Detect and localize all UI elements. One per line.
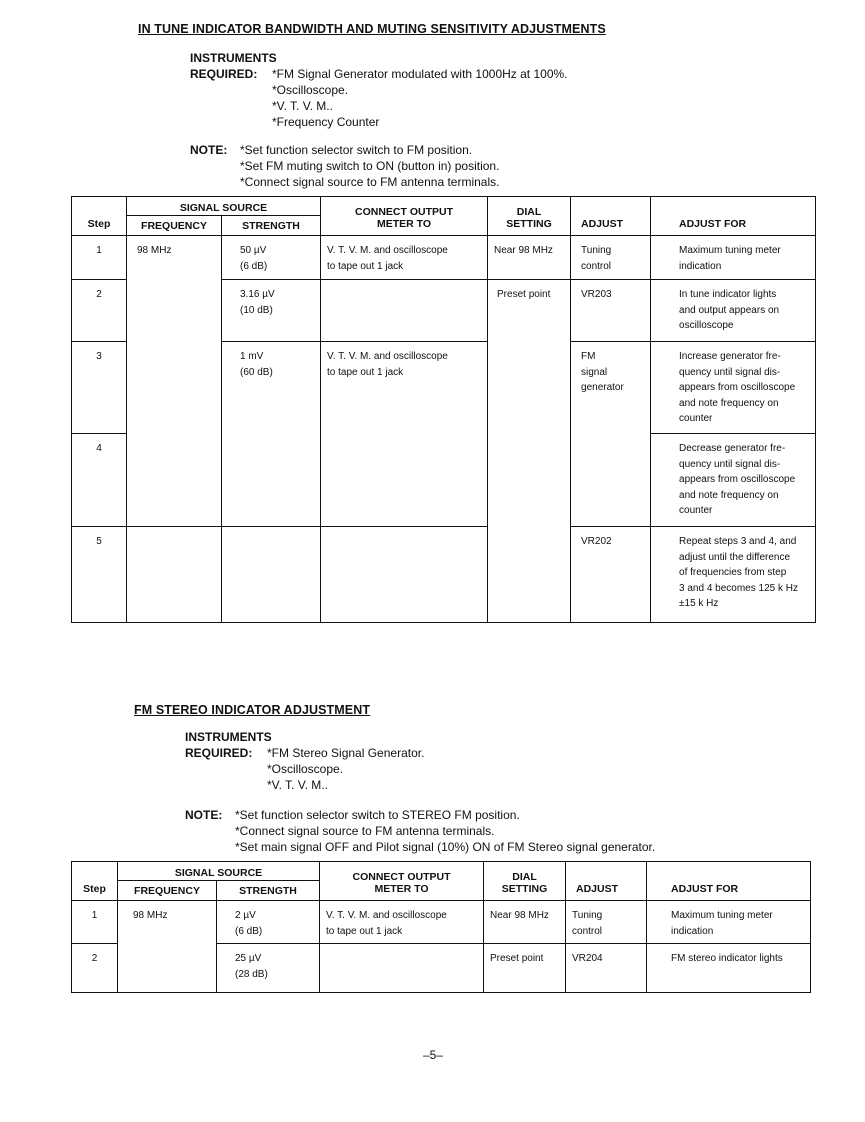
dial-cell: Preset point xyxy=(484,944,566,993)
dial-cell: Preset point xyxy=(488,280,571,623)
adjust-for-cell: Maximum tuning meter indication xyxy=(651,236,816,280)
table-row xyxy=(72,527,816,623)
strength-cell xyxy=(222,527,321,623)
strength-cell: 1 mV (60 dB) xyxy=(222,342,321,527)
table-row xyxy=(72,280,816,342)
connect-cell xyxy=(321,280,488,342)
table-row xyxy=(72,901,811,944)
section1-instruments xyxy=(190,50,568,130)
instruments-label: INSTRUMENTS xyxy=(190,51,277,65)
header-frequency: FREQUENCY xyxy=(118,881,217,901)
header-strength: STRENGTH xyxy=(217,881,320,901)
frequency-cell: 98 MHz xyxy=(118,901,217,993)
step-cell: 5 xyxy=(72,527,127,623)
table-row xyxy=(72,236,816,280)
note-label: NOTE: xyxy=(190,143,228,157)
adjust-for-cell: Decrease generator fre- quency until signal dis- appears from oscilloscope and note frequency on counter xyxy=(651,434,816,527)
page-number: –5– xyxy=(423,1048,444,1062)
note-item: *Connect signal source to FM antenna terminals. xyxy=(240,175,500,189)
step-cell: 2 xyxy=(72,944,118,993)
header-step: Step xyxy=(72,197,127,236)
step-cell: 4 xyxy=(72,434,127,527)
connect-cell: V. T. V. M. and oscilloscope to tape out 1 jack xyxy=(321,342,488,527)
connect-cell: V. T. V. M. and oscilloscope to tape out 1 jack xyxy=(321,236,488,280)
note-item: *Set FM muting switch to ON (button in) position. xyxy=(240,159,500,173)
step-cell: 1 xyxy=(72,901,118,944)
connect-cell xyxy=(321,527,488,623)
header-adjust-for: ADJUST FOR xyxy=(647,862,811,901)
strength-cell: 25 µV (28 dB) xyxy=(217,944,320,993)
section1-table xyxy=(71,196,816,623)
required-label: REQUIRED: xyxy=(190,67,258,81)
adjust-cell: VR203 xyxy=(571,280,651,342)
adjust-for-cell: In tune indicator lights and output appears on oscilloscope xyxy=(651,280,816,342)
section2-table xyxy=(71,861,811,993)
adjust-for-cell: Increase generator fre- quency until signal dis- appears from oscilloscope and note frequency on counter xyxy=(651,342,816,434)
adjust-cell: VR202 xyxy=(571,527,651,623)
header-adjust: ADJUST xyxy=(571,197,651,236)
section2-notes xyxy=(185,807,655,855)
frequency-cell xyxy=(127,342,222,527)
section1-title: IN TUNE INDICATOR BANDWIDTH AND MUTING SENSITIVITY ADJUSTMENTS xyxy=(138,22,606,36)
note-item: *Set function selector switch to STEREO FM position. xyxy=(235,808,520,822)
instruments-label: INSTRUMENTS xyxy=(185,730,272,744)
header-frequency: FREQUENCY xyxy=(127,216,222,236)
section2-instruments xyxy=(185,729,424,793)
frequency-cell xyxy=(127,280,222,342)
instrument-item: *Oscilloscope. xyxy=(267,762,344,776)
section2-title: FM STEREO INDICATOR ADJUSTMENT xyxy=(134,703,371,717)
connect-cell: V. T. V. M. and oscilloscope to tape out 1 jack xyxy=(320,901,484,944)
instrument-item: *Oscilloscope. xyxy=(272,83,349,97)
section1-notes xyxy=(190,142,499,190)
adjust-for-cell: Repeat steps 3 and 4, and adjust until the difference of frequencies from step 3 and 4 becomes 125 k Hz ±15 k Hz xyxy=(651,527,816,623)
instrument-item: *V. T. V. M.. xyxy=(272,99,333,113)
header-connect-output: CONNECT OUTPUT METER TO xyxy=(321,197,488,236)
strength-cell: 50 µV (6 dB) xyxy=(222,236,321,280)
header-adjust: ADJUST xyxy=(566,862,647,901)
adjust-for-cell: FM stereo indicator lights xyxy=(647,944,811,993)
instrument-item: *FM Signal Generator modulated with 1000Hz at 100%. xyxy=(272,67,568,81)
frequency-cell: 98 MHz xyxy=(127,236,222,280)
header-connect-output: CONNECT OUTPUT METER TO xyxy=(320,862,484,901)
header-signal-source: SIGNAL SOURCE xyxy=(127,197,321,216)
adjust-for-cell: Maximum tuning meter indication xyxy=(647,901,811,944)
header-adjust-for: ADJUST FOR xyxy=(651,197,816,236)
header-signal-source: SIGNAL SOURCE xyxy=(118,862,320,881)
header-dial-setting: DIAL SETTING xyxy=(484,862,566,901)
strength-cell: 3.16 µV (10 dB) xyxy=(222,280,321,342)
instrument-item: *V. T. V. M.. xyxy=(267,778,328,792)
strength-cell: 2 µV (6 dB) xyxy=(217,901,320,944)
adjust-cell: FM signal generator xyxy=(571,342,651,527)
step-cell: 2 xyxy=(72,280,127,342)
frequency-cell xyxy=(127,527,222,623)
adjust-cell: VR204 xyxy=(566,944,647,993)
header-strength: STRENGTH xyxy=(222,216,321,236)
adjust-cell: Tuning control xyxy=(571,236,651,280)
instrument-item: *FM Stereo Signal Generator. xyxy=(267,746,425,760)
note-label: NOTE: xyxy=(185,808,223,822)
table-row xyxy=(72,342,816,434)
note-item: *Set main signal OFF and Pilot signal (10%) ON of FM Stereo signal generator. xyxy=(235,840,656,854)
connect-cell xyxy=(320,944,484,993)
note-item: *Connect signal source to FM antenna terminals. xyxy=(235,824,495,838)
step-cell: 3 xyxy=(72,342,127,434)
required-label: REQUIRED: xyxy=(185,746,253,760)
instrument-item: *Frequency Counter xyxy=(272,115,380,129)
dial-cell: Near 98 MHz xyxy=(488,236,571,280)
header-step: Step xyxy=(72,862,118,901)
note-item: *Set function selector switch to FM position. xyxy=(240,143,473,157)
step-cell: 1 xyxy=(72,236,127,280)
header-dial-setting: DIAL SETTING xyxy=(488,197,571,236)
dial-cell: Near 98 MHz xyxy=(484,901,566,944)
adjust-cell: Tuning control xyxy=(566,901,647,944)
